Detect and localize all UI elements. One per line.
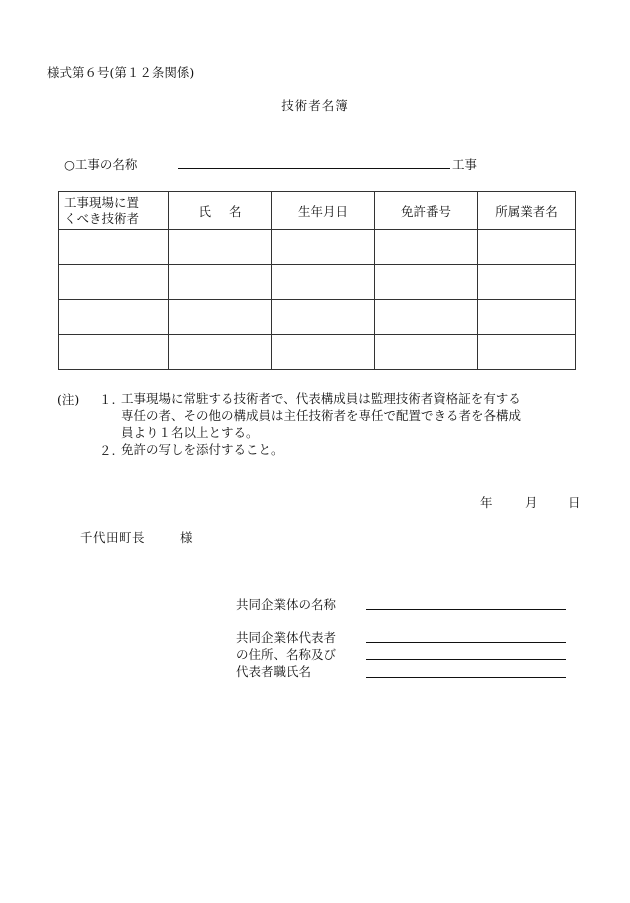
jv-representative-address-field[interactable] [366,642,566,643]
table-cell[interactable] [59,265,169,300]
table-cell[interactable] [169,265,272,300]
note-1-line-1: 工事現場に常駐する技術者で、代表構成員は監理技術者資格証を有する [121,391,521,406]
engineer-roster-table [58,191,576,370]
document-title: 技術者名簿 [281,98,349,113]
jv-name-field[interactable] [366,609,566,610]
jv-name-label: 共同企業体の名称 [236,597,337,612]
form-number: 様式第６号(第１２条関係) [47,65,195,80]
note-2-line-1: 免許の写しを添付すること。 [121,442,284,457]
date-month-label: 月 [525,495,538,510]
project-name-field[interactable] [178,168,450,169]
note-1-line-2: 専任の者、その他の構成員は主任技術者を専任で配置できる者を各構成 [121,408,522,423]
project-name-suffix: 工事 [452,157,478,172]
table-cell[interactable] [478,230,576,265]
table-header-row [59,192,576,230]
table-cell[interactable] [478,335,576,370]
note-2-number: ２. [99,443,116,458]
table-cell[interactable] [59,300,169,335]
jv-representative-label-line-3: 代表者職氏名 [236,664,312,679]
header-name: 氏名 [169,192,272,230]
header-site-engineer-line2: くべき技術者 [64,210,140,226]
table-cell[interactable] [478,300,576,335]
table-cell[interactable] [169,300,272,335]
table-cell[interactable] [169,230,272,265]
jv-representative-label-line-1: 共同企業体代表者 [236,630,337,645]
table-cell[interactable] [375,300,478,335]
header-site-engineer [59,192,169,230]
jv-representative-label-line-2: の住所、名称及び [236,647,337,662]
note-1-line-3: 員より１名以上とする。 [121,425,259,440]
header-site-engineer-line1: 工事現場に置 [64,194,140,210]
header-license-number: 免許番号 [375,192,478,230]
table-cell[interactable] [59,335,169,370]
table-cell[interactable] [478,265,576,300]
table-cell[interactable] [59,230,169,265]
header-birthdate: 生年月日 [272,192,375,230]
table-cell[interactable] [272,335,375,370]
jv-representative-title-name-field[interactable] [366,677,566,678]
table-row [59,265,576,300]
table-cell[interactable] [375,335,478,370]
notes-prefix: (注) [57,392,80,407]
jv-representative-company-field[interactable] [366,659,566,660]
table-row [59,300,576,335]
addressee-honorific: 様 [180,530,193,545]
project-name-label: ○工事の名称 [64,157,138,172]
table-cell[interactable] [272,230,375,265]
table-row [59,230,576,265]
addressee-name: 千代田町長 [80,530,146,545]
header-company: 所属業者名 [478,192,576,230]
table-cell[interactable] [272,300,375,335]
table-cell[interactable] [169,335,272,370]
table-row [59,335,576,370]
table-cell[interactable] [272,265,375,300]
table-cell[interactable] [375,265,478,300]
date-day-label: 日 [568,495,581,510]
table-cell[interactable] [375,230,478,265]
date-year-label: 年 [480,495,493,510]
note-1-number: １. [99,392,116,407]
